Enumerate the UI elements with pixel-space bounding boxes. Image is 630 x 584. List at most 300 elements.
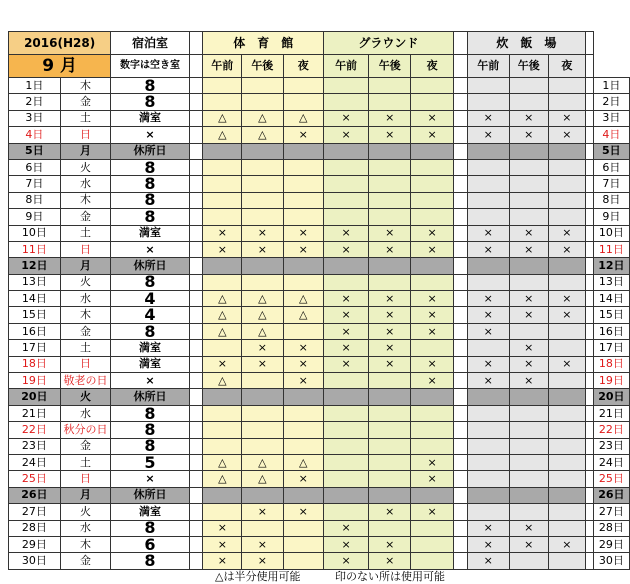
spacer [586,192,593,208]
day-cell-right: 14日 [593,291,629,307]
availability-mark [283,78,324,94]
availability-mark [548,454,586,470]
day-cell: 2日 [9,94,61,110]
lodging-cell: × [111,241,189,257]
day-cell-right: 29日 [593,536,629,552]
spacer [453,356,467,372]
spacer [189,143,203,159]
availability-mark [467,389,509,405]
availability-mark [411,159,453,175]
availability-mark [548,192,586,208]
spacer [453,143,467,159]
availability-mark: × [411,356,453,372]
availability-mark [324,389,369,405]
availability-mark: × [509,340,548,356]
weekday-cell: 月 [60,487,110,503]
spacer [189,487,203,503]
availability-mark [203,143,242,159]
availability-mark [548,159,586,175]
spacer [189,323,203,339]
spacer [189,389,203,405]
day-cell-right: 24日 [593,454,629,470]
availability-mark [548,209,586,225]
availability-mark [324,504,369,520]
availability-mark [369,176,411,192]
availability-mark [324,487,369,503]
availability-mark [548,520,586,536]
availability-mark [548,258,586,274]
weekday-cell: 日 [60,127,110,143]
availability-mark: × [411,291,453,307]
header-row-1 [9,32,630,55]
weekday-cell: 水 [60,520,110,536]
availability-mark: × [324,110,369,126]
availability-mark [548,487,586,503]
spacer [189,110,203,126]
spacer [189,209,203,225]
spacer [189,258,203,274]
availability-mark: × [283,471,324,487]
kitchen-night: 夜 [548,55,586,78]
spacer [586,504,593,520]
availability-mark [369,520,411,536]
gym-am: 午前 [203,55,242,78]
spacer [189,454,203,470]
day-cell-right: 25日 [593,471,629,487]
spacer [453,454,467,470]
availability-mark: △ [242,471,283,487]
availability-mark [411,422,453,438]
availability-mark: △ [283,291,324,307]
availability-mark: × [283,373,324,389]
lodging-subtitle: 数字は空き室 [111,55,189,78]
availability-mark [369,487,411,503]
availability-mark [324,438,369,454]
spacer [453,307,467,323]
day-cell: 20日 [9,389,61,405]
availability-mark: × [548,307,586,323]
lodging-cell: 8 [111,405,189,421]
availability-mark: × [283,127,324,143]
availability-mark [548,438,586,454]
table-row [9,536,630,552]
table-row [9,94,630,110]
weekday-cell: 日 [60,471,110,487]
weekday-cell: 火 [60,274,110,290]
availability-mark: × [411,373,453,389]
day-cell-right: 17日 [593,340,629,356]
availability-mark [467,78,509,94]
availability-mark [548,78,586,94]
availability-mark [509,454,548,470]
ground-header: グラウンド [324,32,454,55]
availability-mark [242,94,283,110]
availability-mark [411,520,453,536]
kitchen-header: 炊 飯 場 [467,32,586,55]
lodging-cell: 満室 [111,504,189,520]
availability-mark: × [242,340,283,356]
table-row [9,274,630,290]
availability-mark: × [548,241,586,257]
day-cell: 26日 [9,487,61,503]
spacer [453,274,467,290]
availability-mark [242,389,283,405]
availability-mark: △ [203,373,242,389]
availability-mark [548,553,586,569]
spacer [586,159,593,175]
year-label: 2016(H28) [9,32,111,55]
availability-mark [411,94,453,110]
availability-mark: × [283,504,324,520]
spacer [586,487,593,503]
day-cell-right: 3日 [593,110,629,126]
table-row [9,143,630,159]
lodging-cell: 8 [111,159,189,175]
lodging-cell: 8 [111,192,189,208]
weekday-cell: 木 [60,536,110,552]
spacer [586,258,593,274]
table-row [9,209,630,225]
availability-mark [467,94,509,110]
availability-mark: × [411,454,453,470]
day-cell: 6日 [9,159,61,175]
availability-mark: × [203,520,242,536]
spacer [189,241,203,257]
availability-mark: × [411,110,453,126]
day-cell-right: 8日 [593,192,629,208]
table-row [9,127,630,143]
day-cell: 11日 [9,241,61,257]
availability-mark [324,143,369,159]
availability-mark [467,422,509,438]
availability-mark [509,389,548,405]
availability-mark [324,78,369,94]
spacer [189,356,203,372]
availability-mark [203,258,242,274]
availability-mark [467,340,509,356]
lodging-cell: 休所日 [111,143,189,159]
availability-mark: × [509,127,548,143]
availability-mark: △ [242,110,283,126]
availability-mark [369,373,411,389]
availability-mark [369,78,411,94]
day-cell: 13日 [9,274,61,290]
day-cell-right: 1日 [593,78,629,94]
availability-mark [203,274,242,290]
availability-mark [242,487,283,503]
lodging-cell: 8 [111,78,189,94]
spacer [453,471,467,487]
spacer [453,159,467,175]
availability-mark [283,422,324,438]
weekday-cell: 水 [60,176,110,192]
lodging-cell: 4 [111,307,189,323]
spacer [189,274,203,290]
spacer [453,422,467,438]
availability-mark [467,192,509,208]
spacer [586,225,593,241]
day-cell: 5日 [9,143,61,159]
month-label: 9 月 [9,55,111,78]
availability-mark: × [369,323,411,339]
day-cell-right: 18日 [593,356,629,372]
availability-mark: × [283,340,324,356]
availability-mark [509,487,548,503]
lodging-cell: 8 [111,553,189,569]
availability-mark [203,405,242,421]
day-cell: 28日 [9,520,61,536]
day-cell: 18日 [9,356,61,372]
availability-mark: × [467,225,509,241]
availability-mark: × [548,356,586,372]
availability-mark: × [369,225,411,241]
spacer [189,520,203,536]
spacer [453,536,467,552]
ground-pm: 午後 [369,55,411,78]
day-cell-right: 27日 [593,504,629,520]
spacer [453,438,467,454]
spacer [189,291,203,307]
weekday-cell: 水 [60,405,110,421]
availability-mark: △ [242,307,283,323]
weekday-cell: 木 [60,307,110,323]
table-row [9,307,630,323]
availability-mark [411,143,453,159]
availability-mark [242,176,283,192]
availability-mark: △ [242,127,283,143]
spacer [453,389,467,405]
day-cell-right: 13日 [593,274,629,290]
spacer [189,340,203,356]
availability-mark [411,176,453,192]
availability-mark [283,487,324,503]
spacer [453,323,467,339]
availability-mark: × [283,225,324,241]
day-cell-right: 10日 [593,225,629,241]
availability-mark [324,373,369,389]
day-cell: 24日 [9,454,61,470]
availability-mark: × [548,291,586,307]
availability-mark [369,159,411,175]
day-cell: 7日 [9,176,61,192]
availability-mark [324,209,369,225]
availability-mark [548,340,586,356]
availability-mark: × [467,553,509,569]
table-row [9,438,630,454]
ground-am: 午前 [324,55,369,78]
availability-mark [203,340,242,356]
availability-mark [467,471,509,487]
availability-mark [467,504,509,520]
spacer [189,553,203,569]
weekday-cell: 火 [60,159,110,175]
note-blank-available: 印のない所は使用可能 [335,570,445,583]
day-cell: 29日 [9,536,61,552]
spacer [453,373,467,389]
availability-mark [283,274,324,290]
availability-mark: × [324,356,369,372]
availability-mark: × [203,356,242,372]
table-row [9,487,630,503]
lodging-cell: 8 [111,422,189,438]
availability-mark [509,176,548,192]
availability-mark: × [411,323,453,339]
availability-mark [509,405,548,421]
availability-mark [324,192,369,208]
availability-mark: × [324,553,369,569]
availability-mark: △ [242,291,283,307]
availability-mark [548,94,586,110]
availability-mark: × [203,536,242,552]
availability-mark [369,94,411,110]
availability-mark: × [324,291,369,307]
availability-mark: △ [203,127,242,143]
lodging-cell: 満室 [111,110,189,126]
spacer [586,94,593,110]
availability-mark [369,143,411,159]
availability-mark [467,487,509,503]
note-half-available: △は半分使用可能 [215,570,301,583]
spacer [586,143,593,159]
table-row [9,422,630,438]
lodging-cell: 4 [111,291,189,307]
lodging-cell: 8 [111,520,189,536]
availability-mark [369,389,411,405]
table-row [9,258,630,274]
spacer [586,241,593,257]
availability-mark [509,504,548,520]
availability-mark [509,192,548,208]
availability-mark [467,176,509,192]
lodging-cell: 満室 [111,225,189,241]
availability-mark: × [467,520,509,536]
availability-mark [467,438,509,454]
weekday-cell: 火 [60,389,110,405]
table-row [9,504,630,520]
availability-mark: △ [203,454,242,470]
availability-mark [324,422,369,438]
availability-mark [283,553,324,569]
availability-mark [509,94,548,110]
availability-mark: × [324,323,369,339]
availability-mark [242,405,283,421]
availability-mark [283,323,324,339]
day-cell: 12日 [9,258,61,274]
weekday-cell: 水 [60,291,110,307]
day-cell-right: 30日 [593,553,629,569]
spacer [189,405,203,421]
availability-mark [467,405,509,421]
availability-mark [242,209,283,225]
table-row [9,176,630,192]
availability-mark [548,389,586,405]
spacer [586,291,593,307]
availability-mark [283,520,324,536]
availability-mark [324,454,369,470]
availability-mark [548,422,586,438]
availability-mark: × [242,504,283,520]
availability-mark [283,159,324,175]
availability-mark [411,438,453,454]
lodging-cell: 休所日 [111,389,189,405]
spacer [453,241,467,257]
lodging-cell: 8 [111,176,189,192]
availability-mark: × [324,241,369,257]
weekday-cell: 敬老の日 [60,373,110,389]
weekday-cell: 金 [60,94,110,110]
availability-mark [548,323,586,339]
availability-mark: × [324,127,369,143]
availability-mark: × [369,504,411,520]
availability-mark [411,340,453,356]
availability-mark: × [509,225,548,241]
availability-mark [509,553,548,569]
spacer [453,340,467,356]
spacer [189,192,203,208]
availability-mark: × [369,356,411,372]
weekday-cell: 木 [60,192,110,208]
availability-mark: × [467,356,509,372]
availability-mark [283,143,324,159]
table-row [9,520,630,536]
availability-mark: × [242,356,283,372]
availability-mark: △ [203,110,242,126]
day-cell: 22日 [9,422,61,438]
availability-mark: × [324,536,369,552]
spacer [189,307,203,323]
spacer [586,520,593,536]
gym-night: 夜 [283,55,324,78]
day-cell: 8日 [9,192,61,208]
availability-mark [509,274,548,290]
day-cell-right: 23日 [593,438,629,454]
availability-mark: × [411,504,453,520]
availability-mark: △ [283,307,324,323]
availability-mark [203,78,242,94]
spacer [453,258,467,274]
lodging-cell: 5 [111,454,189,470]
spacer [586,127,593,143]
day-cell: 25日 [9,471,61,487]
table-row [9,373,630,389]
availability-mark [467,159,509,175]
availability-mark: × [369,536,411,552]
availability-mark [411,405,453,421]
lodging-cell: 8 [111,94,189,110]
availability-mark: × [369,127,411,143]
kitchen-am: 午前 [467,55,509,78]
availability-mark [203,209,242,225]
availability-mark: × [548,536,586,552]
day-cell-right: 5日 [593,143,629,159]
day-cell-right: 12日 [593,258,629,274]
availability-mark: × [411,127,453,143]
availability-mark: × [548,225,586,241]
availability-mark [242,438,283,454]
availability-mark [411,258,453,274]
weekday-cell: 土 [60,225,110,241]
weekday-cell: 金 [60,323,110,339]
table-row [9,110,630,126]
spacer [586,454,593,470]
day-cell-right: 9日 [593,209,629,225]
lodging-title: 宿泊室 [111,32,189,55]
day-cell: 1日 [9,78,61,94]
availability-mark [203,438,242,454]
spacer [586,405,593,421]
table-row [9,454,630,470]
availability-mark [369,258,411,274]
